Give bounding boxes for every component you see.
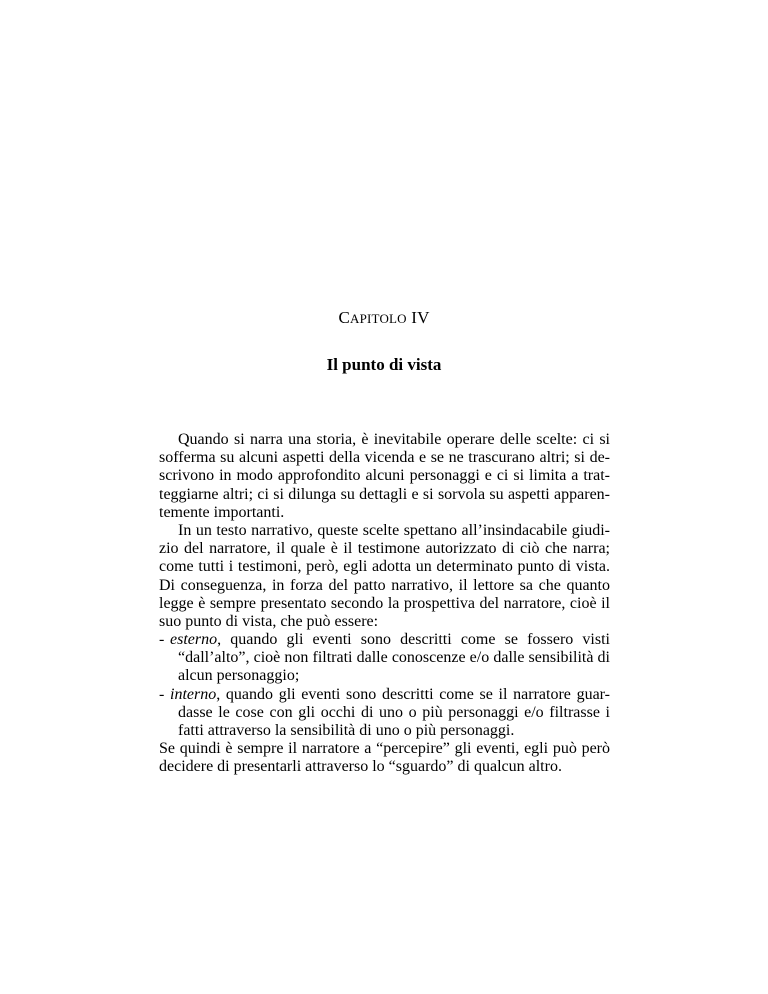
paragraph-2-line: zio del narratore, il quale è il testimone autorizzato di ciò che narra; xyxy=(159,540,610,558)
paragraph-3-line: Se quindi è sempre il narratore a “percepire” gli eventi, egli può però xyxy=(159,740,610,758)
list-item-continuation: “dall’alto”, cioè non filtrati dalle conoscenze e/o dalle sensibilità di xyxy=(178,649,610,667)
list-dash: - xyxy=(159,631,165,649)
paragraph-1-line: scrivono in modo approfondito alcuni personaggi e ci si limita a trat- xyxy=(159,467,610,485)
list-item-esterno xyxy=(159,631,610,649)
body-text xyxy=(159,431,610,777)
paragraph-2-line: In un testo narrativo, queste scelte spettano all’insindacabile giudi- xyxy=(178,521,610,539)
chapter-number: IV xyxy=(411,308,430,327)
paragraph-2-line: come tutti i testimoni, però, egli adotta un determinato punto di vista. xyxy=(159,558,610,576)
list-item-continuation: dasse le cose con gli occhi di uno o più personaggi e/o filtrasse i xyxy=(178,703,610,721)
list-item-continuation: fatti attraverso la sensibilità di uno o più personaggi. xyxy=(178,722,515,739)
chapter-title: Il punto di vista xyxy=(326,355,442,374)
paragraph-1-line: teggiarne altri; ci si dilunga su dettagli e si sorvola su aspetti apparen- xyxy=(159,485,610,503)
paragraph-1-line: sofferma su alcuni aspetti della vicenda e se ne trascurano altri; si de- xyxy=(159,449,610,467)
list-item-interno xyxy=(159,686,610,704)
paragraph-2-line: legge è sempre presentato secondo la prospettiva del narratore, cioè il xyxy=(159,594,610,612)
list-term: esterno xyxy=(170,631,218,649)
list-item-continuation: alcun personaggio; xyxy=(178,667,300,685)
list-term: interno xyxy=(170,685,217,703)
paragraph-2-line: suo punto di vista, che può essere: xyxy=(159,612,379,630)
chapter-label-initial: C xyxy=(338,308,350,327)
chapter-label-smallcaps: APITOLO xyxy=(349,311,407,326)
list-item-text: , quando gli eventi sono descritti come se il narratore guar- xyxy=(216,685,610,703)
chapter-label xyxy=(0,308,768,328)
list-item-text: , quando gli eventi sono descritti come se fossero visti xyxy=(217,631,610,649)
paragraph-1-line: Quando si narra una storia, è inevitabile operare delle scelte: ci si xyxy=(178,431,610,448)
list-dash: - xyxy=(159,685,165,703)
paragraph-1-line: temente importanti. xyxy=(159,503,285,521)
paragraph-2-line: Di conseguenza, in forza del patto narrativo, il lettore sa che quanto xyxy=(159,576,610,594)
paragraph-3-line: decidere di presentarli attraverso lo “sguardo” di qualcun altro. xyxy=(159,758,562,776)
